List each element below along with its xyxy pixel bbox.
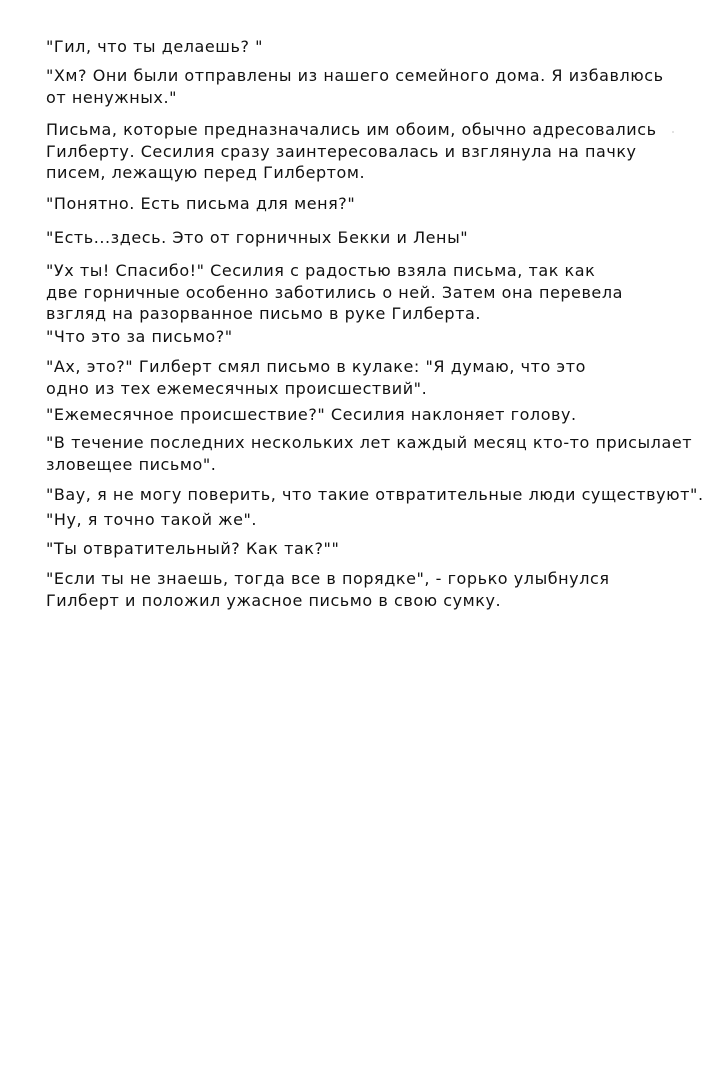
text-line: "Вау, я не могу поверить, что такие отвратительные люди существуют".: [46, 485, 704, 504]
paragraph-13: [46, 538, 706, 560]
text-line: взгляд на разорванное письмо в руке Гилберта.: [46, 304, 481, 323]
paragraph-14: [46, 568, 706, 611]
text-line: "Хм? Они были отправлены из нашего семейного дома. Я избавлюсь: [46, 66, 664, 85]
text-line: "Ежемесячное происшествие?" Сесилия наклоняет голову.: [46, 405, 577, 424]
paragraph-8: [46, 356, 706, 399]
text-line: "Гил, что ты делаешь? ": [46, 37, 264, 56]
text-line: две горничные особенно заботились о ней. Затем она перевела: [46, 282, 623, 302]
paragraph-4: [46, 193, 706, 215]
text-line: зловещее письмо".: [46, 454, 217, 474]
text-line: писем, лежащую перед Гилбертом.: [46, 163, 366, 182]
text-line: "Ух ты! Спасибо!" Сесилия с радостью взяла письма, так как: [46, 261, 596, 280]
paragraph-6: [46, 260, 706, 325]
text-line: Гилберт и положил ужасное письмо в свою сумку.: [46, 590, 502, 610]
text-line: "Ты отвратительный? Как так?"": [46, 539, 340, 558]
paragraph-11: [46, 484, 706, 506]
text-line: "Что это за письмо?": [46, 327, 233, 346]
text-line: "Ах, это?" Гилберт смял письмо в кулаке: "Я думаю, что это: [46, 357, 586, 376]
paragraph-5: [46, 227, 706, 249]
text-line: одно из тех ежемесячных происшествий".: [46, 378, 428, 398]
paragraph-1: [46, 36, 706, 58]
paragraph-10: [46, 432, 706, 475]
paragraph-3: [46, 119, 706, 184]
text-line: "В течение последних нескольких лет каждый месяц кто-то присылает: [46, 433, 693, 452]
paragraph-12: [46, 509, 706, 531]
paragraph-7: [46, 326, 706, 348]
text-line: "Если ты не знаешь, тогда все в порядке", - горько улыбнулся: [46, 569, 610, 588]
text-line: Гилберту. Сесилия сразу заинтересовалась и взглянула на пачку: [46, 141, 637, 161]
text-line: Письма, которые предназначались им обоим, обычно адресовались: [46, 120, 657, 139]
text-line: "Ну, я точно такой же".: [46, 510, 258, 529]
paragraph-9: [46, 404, 706, 426]
text-line: от ненужных.": [46, 87, 178, 107]
text-line: "Понятно. Есть письма для меня?": [46, 194, 356, 213]
scan-speck: [672, 131, 674, 133]
text-line: "Есть...здесь. Это от горничных Бекки и Лены": [46, 228, 469, 247]
paragraph-2: [46, 65, 706, 108]
